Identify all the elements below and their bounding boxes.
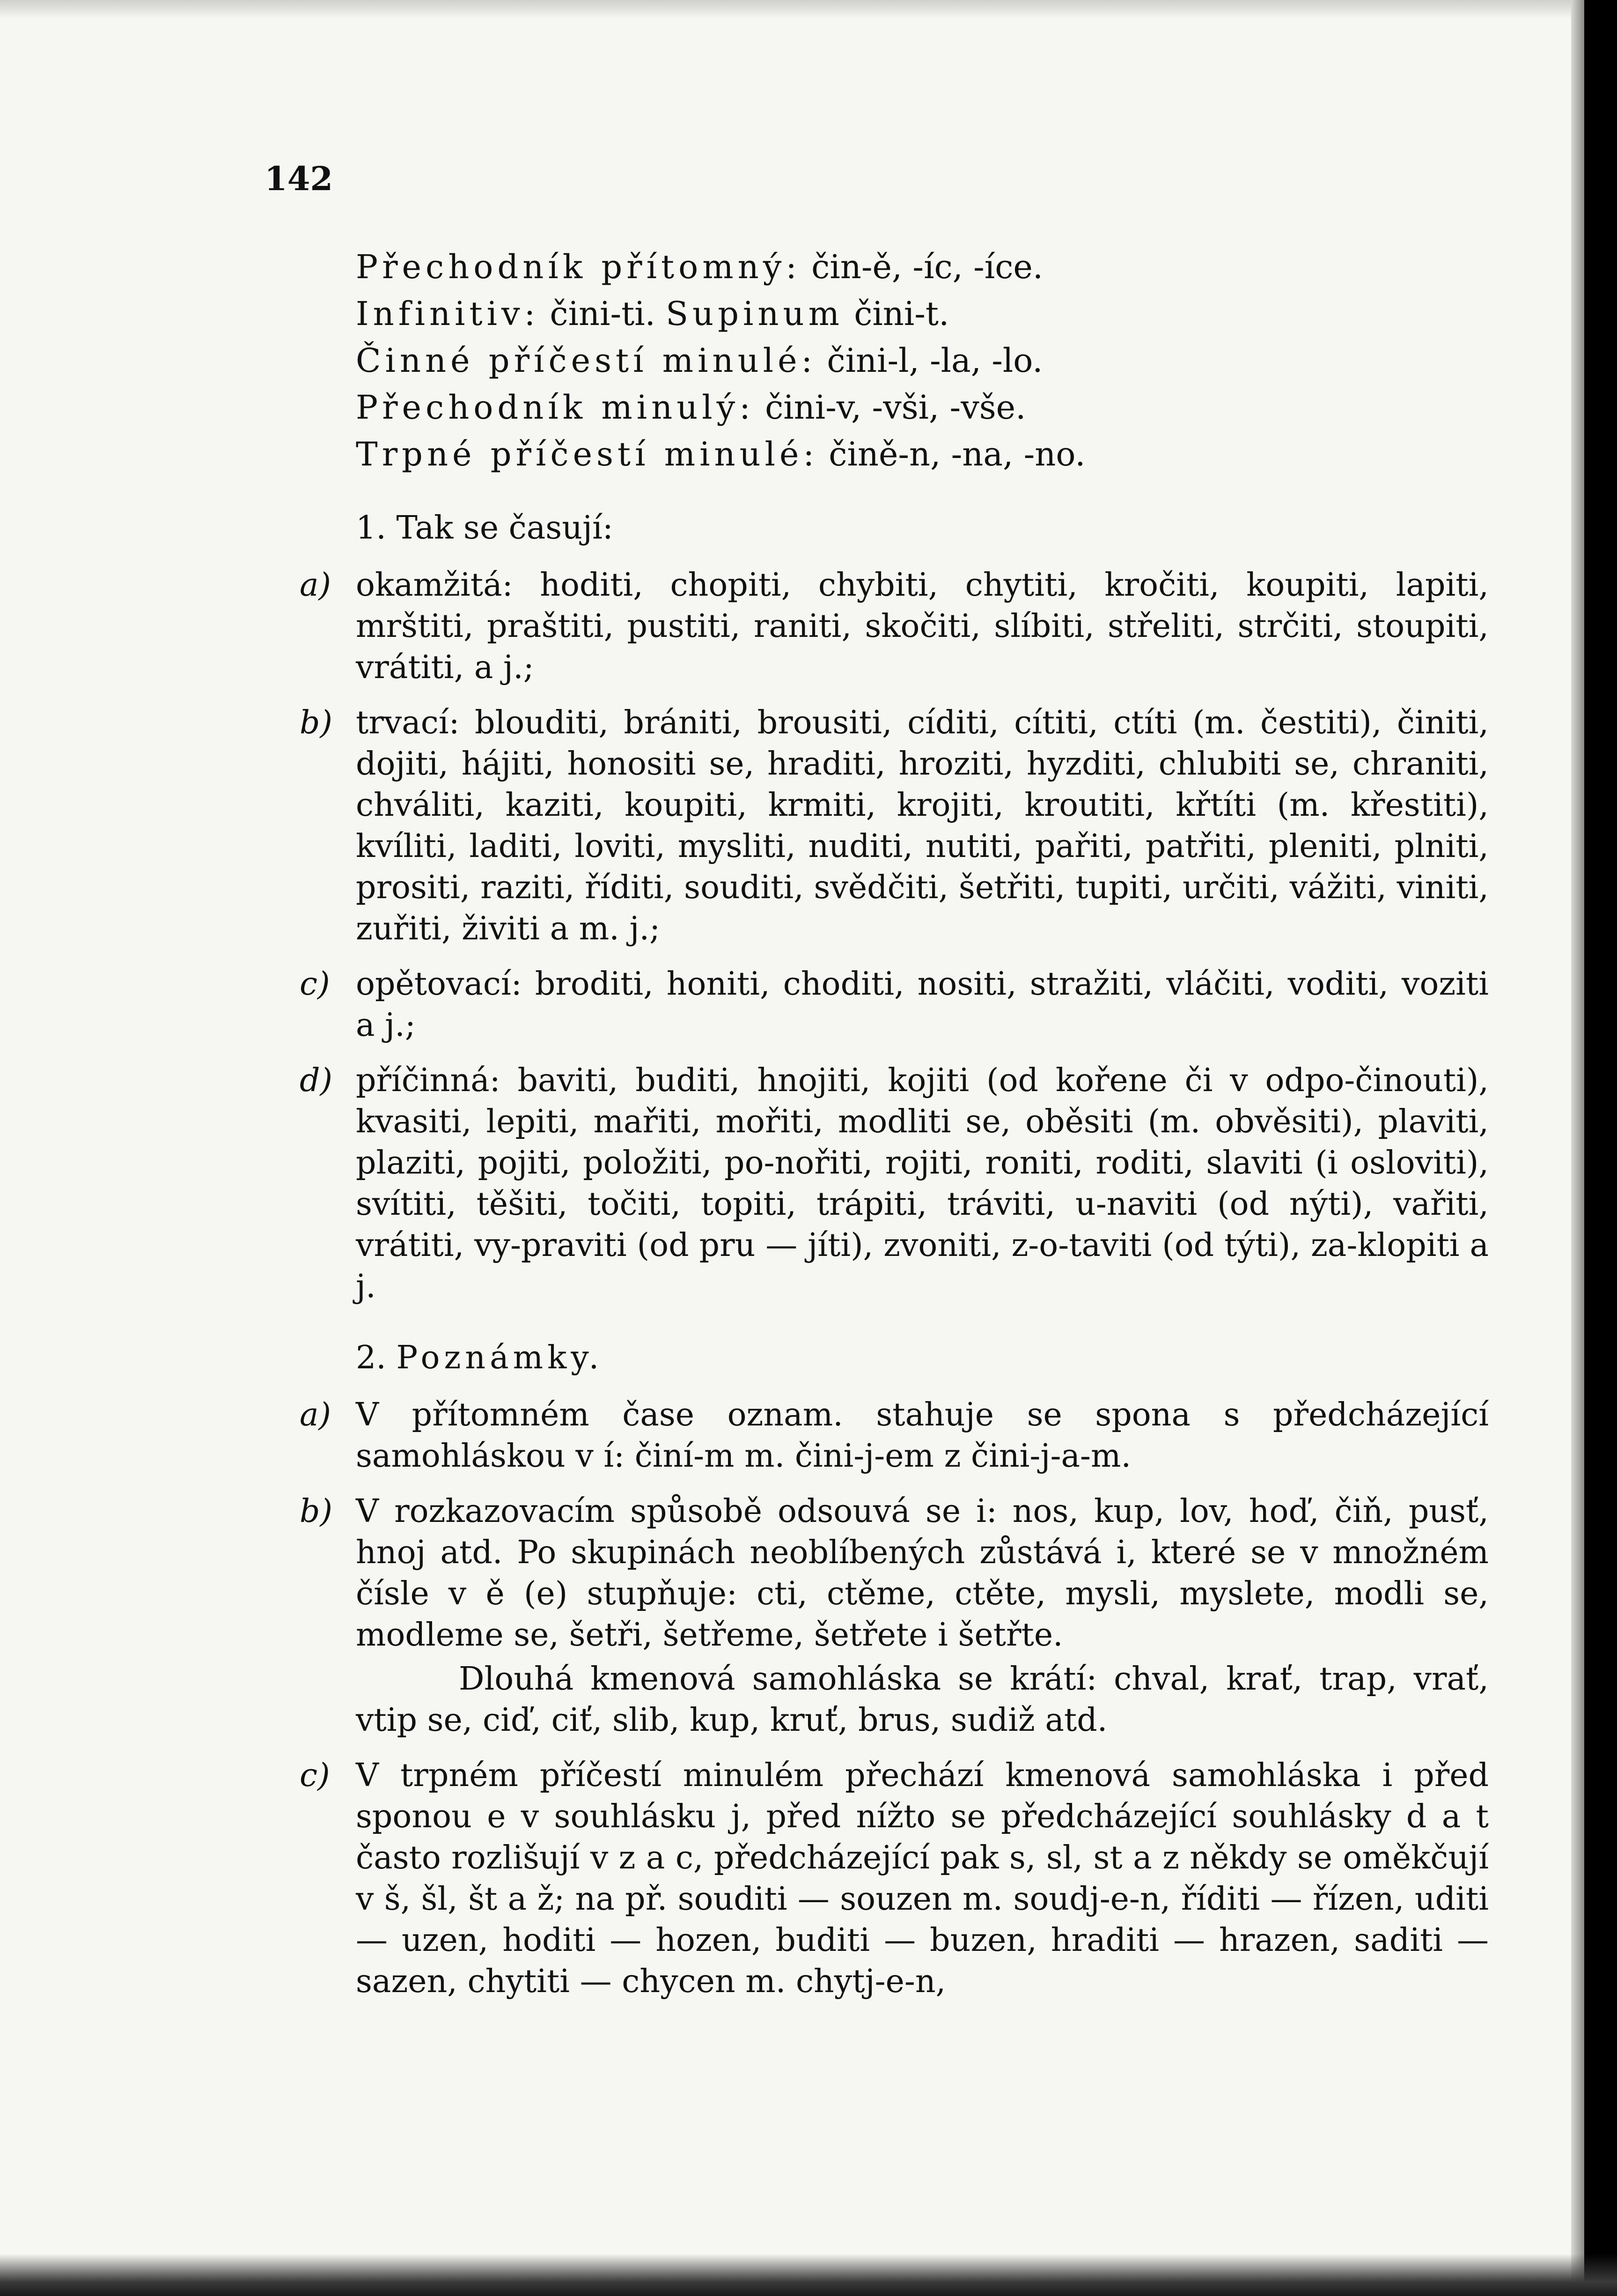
form-value: čini-v, -vši, -vše. [765, 388, 1026, 427]
note-item-b [300, 1491, 1489, 1656]
item-body [356, 964, 1489, 1046]
section-1-heading: 1. Tak se časují: [356, 509, 613, 546]
page-content [300, 244, 1489, 2016]
item-marker: a) [300, 1396, 331, 1433]
form-value-supinum: čini-t. [854, 295, 949, 333]
item-marker: c) [300, 1757, 330, 1794]
form-line-passive-past-participle [356, 431, 1489, 478]
page-number: 142 [265, 159, 333, 198]
form-value: čin-ě, -íc, -íce. [811, 248, 1044, 286]
note-item-b-continuation: Dlouhá kmenová samohláska se krátí: chval, krať, trap, vrať, vtip se, ciď, ciť, slib, kup, kruť, brus, sudiž atd. [356, 1661, 1489, 1739]
form-value: čině-n, -na, -no. [829, 435, 1086, 473]
list-item-d-causative [300, 1060, 1489, 1307]
form-term-supinum: Supinum [666, 295, 844, 333]
item-marker: c) [300, 966, 330, 1003]
item-marker: a) [300, 567, 331, 604]
item-body [356, 565, 1489, 688]
form-term: Činné příčestí minulé: [356, 341, 817, 380]
item-text: baviti, buditi, hnojiti, kojiti (od kořene či v odpo-činouti), kvasiti, lepiti, mařiti, mořiti, modliti se, oběsiti (m. obvěsiti), plaviti, plaziti, pojiti, položiti, po-nořiti, rojiti, roniti, roditi, slaviti (i osloviti), svítiti, těšiti, točiti, topiti, trápiti, tráviti, u-naviti (od nýti), vařiti, vrátiti, vy-praviti (od pru — jíti), zvoniti, z-o-taviti (od týti), za-klopiti a j. [356, 1062, 1489, 1305]
note-item-c [300, 1755, 1489, 2002]
item-label: opětovací: [356, 966, 522, 1003]
scan-border-right [1584, 0, 1617, 2296]
item-body: V přítomném čase oznam. stahuje se spona s předcházející samohláskou v í: činí-m m. čini-j-em z čini-j-a-m. [356, 1396, 1489, 1475]
item-text: blouditi, brániti, brousiti, cíditi, cítiti, ctíti (m. čestiti), činiti, dojiti, hájiti, honositi se, hraditi, hroziti, hyzditi, chlubiti se, chraniti, chváliti, kaziti, koupiti, krmiti, krojiti, kroutiti, křtíti (m. křestiti), kvíliti, laditi, loviti, mysliti, nuditi, nutiti, pařiti, patřiti, pleniti, plniti, prositi, raziti, říditi, souditi, svědčiti, šetřiti, tupiti, určiti, vážiti, viniti, zuřiti, živiti a m. j.; [356, 704, 1489, 947]
item-text: hoditi, chopiti, chybiti, chytiti, kročiti, koupiti, lapiti, mrštiti, praštiti, pustiti, raniti, skočiti, slíbiti, střeliti, strčiti, stoupiti, vrátiti, a j.; [356, 567, 1489, 686]
form-value: čini-ti. [550, 295, 655, 333]
item-marker: b) [300, 1493, 333, 1530]
form-term: Přechodník přítomný: [356, 248, 801, 286]
page-top-shadow [0, 0, 1617, 19]
list-item-c-iterative [300, 964, 1489, 1046]
verb-forms [300, 244, 1489, 478]
item-body [356, 1060, 1489, 1307]
list-item-a-momentary [300, 565, 1489, 688]
page-right-shadow [1571, 0, 1584, 2296]
note-item-a [300, 1395, 1489, 1477]
item-label: příčinná: [356, 1062, 500, 1099]
form-term: Trpné příčestí minulé: [356, 435, 819, 473]
item-marker: b) [300, 704, 333, 741]
form-term: Přechodník minulý: [356, 388, 755, 427]
item-marker: d) [300, 1062, 333, 1099]
form-line-transgressive-present [356, 244, 1489, 290]
item-label: okamžitá: [356, 567, 513, 604]
form-term: Infinitiv: [356, 295, 540, 333]
section-2-number: 2. [356, 1339, 386, 1376]
form-line-transgressive-past [356, 384, 1489, 431]
item-body [356, 702, 1489, 950]
scan-border-bottom [0, 2254, 1617, 2296]
form-line-active-past-participle [356, 337, 1489, 384]
item-text: broditi, honiti, choditi, nositi, stražiti, vláčiti, voditi, voziti a j.; [356, 966, 1489, 1044]
section-2-heading [356, 1336, 1489, 1381]
form-value: čini-l, -la, -lo. [827, 341, 1043, 380]
form-line-infinitive [356, 290, 1489, 337]
item-body: V rozkazovacím spůsobě odsouvá se i: nos, kup, lov, hoď, čiň, pusť, hnoj atd. Po skupinách neoblíbených zůstává i, které se v množném čísle v ě (e) stupňuje: cti, ctěme, ctěte, mysli, myslete, modli se, modleme se, šetři, šetřeme, šetřete i šetřte. [356, 1493, 1489, 1654]
item-body: V trpném příčestí minulém přechází kmenová samohláska i před sponou e v souhlásku j, před nížto se předcházející souhlásky d a t často rozlišují v z a c, předcházející pak s, sl, st a z někdy se oměkčují v š, šl, št a ž; na př. souditi — souzen m. soudj-e-n, říditi — řízen, uditi — uzen, hoditi — hozen, buditi — buzen, hraditi — hrazen, saditi — sazen, chytiti — chycen m. chytj-e-n, [356, 1757, 1489, 2000]
section-2-title: Poznámky. [396, 1339, 603, 1376]
list-item-b-durative [300, 702, 1489, 950]
item-label: trvací: [356, 704, 460, 741]
